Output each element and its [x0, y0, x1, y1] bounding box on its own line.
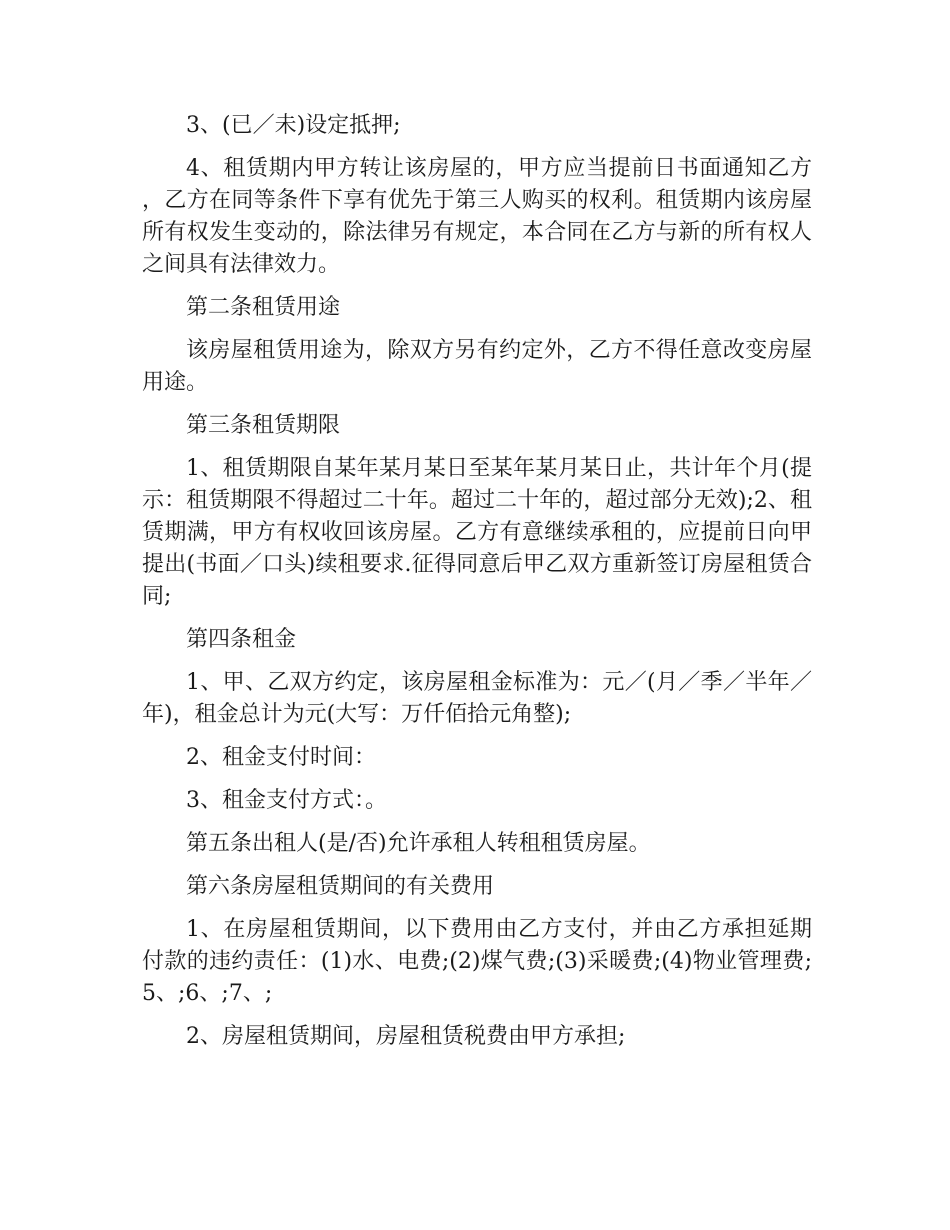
- paragraph-rent-payment-method: 3、租金支付方式：。: [186, 788, 387, 813]
- heading-article-5: 第五条出租人(是/否)允许承租人转租租赁房屋。: [186, 831, 651, 856]
- heading-article-6: 第六条房屋租赁期间的有关费用: [186, 874, 495, 899]
- heading-article-2: 第二条租赁用途: [186, 295, 341, 320]
- paragraph-transfer-notice: 4、租赁期内甲方转让该房屋的，甲方应当提前日书面通知乙方，乙方在同等条件下享有优先于第三人购买的权利。租赁期内该房屋所有权发生变动的，除法律另有规定，本合同在乙方与新的所有权人之间具有法律效力。: [142, 156, 812, 277]
- heading-article-4: 第四条租金: [186, 627, 297, 652]
- paragraph-lease-purpose: 该房屋租赁用途为，除双方另有约定外，乙方不得任意改变房屋用途。: [142, 338, 812, 395]
- heading-article-3: 第三条租赁期限: [186, 413, 341, 438]
- document-page: [142, 110, 812, 1064]
- paragraph-rent-standard: 1、甲、乙双方约定，该房屋租金标准为：元／(月／季／半年／年)，租金总计为元(大写：万仟佰拾元角整);: [142, 670, 812, 727]
- paragraph-mortgage-status: 3、(已／未)设定抵押;: [186, 113, 401, 138]
- paragraph-lease-taxes: 2、房屋租赁期间，房屋租赁税费由甲方承担;: [186, 1024, 626, 1049]
- paragraph-rent-payment-time: 2、租金支付时间：: [186, 745, 376, 770]
- paragraph-lease-term: 1、租赁期限自某年某月某日至某年某月某日止，共计年个月(提示：租赁期限不得超过二十年。超过二十年的，超过部分无效);2、租赁期满，甲方有权收回该房屋。乙方有意继续承租的，应提前日向甲提出(书面／口头)续租要求.征得同意后甲乙双方重新签订房屋租赁合同;: [142, 456, 812, 609]
- paragraph-tenant-fees: 1、在房屋租赁期间，以下费用由乙方支付，并由乙方承担延期付款的违约责任：(1)水、电费;(2)煤气费;(3)采暖费;(4)物业管理费;5、;6、;7、;: [142, 917, 812, 1006]
